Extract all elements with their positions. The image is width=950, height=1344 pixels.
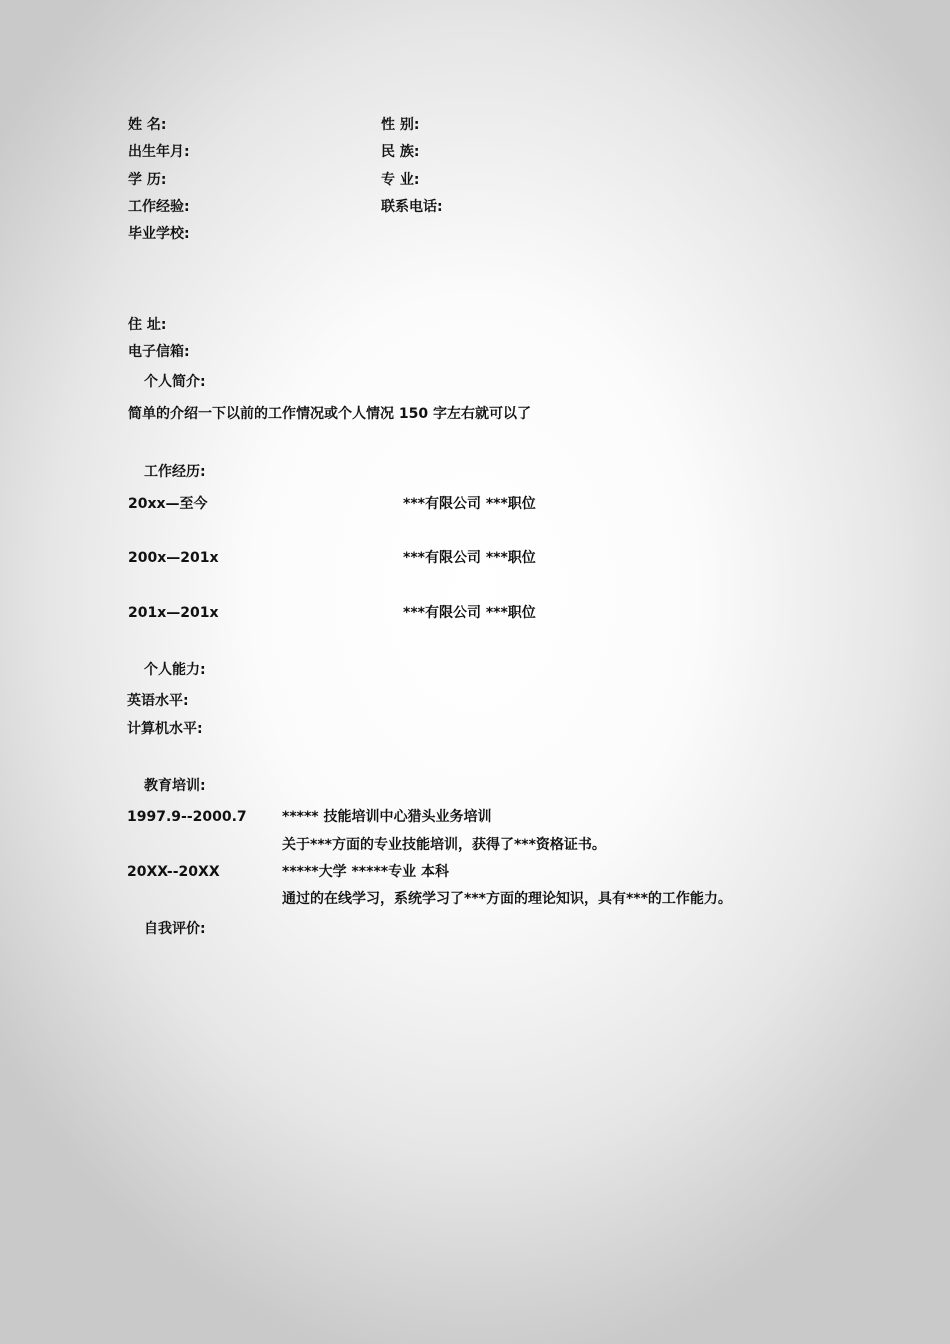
email-label: 电子信箱:: [128, 344, 190, 360]
education-entry-line1: *****大学 *****专业 本科: [282, 864, 449, 880]
work-entry-detail: ***有限公司 ***职位: [403, 605, 536, 621]
work-entry-detail: ***有限公司 ***职位: [403, 496, 536, 512]
name-label: 姓 名:: [128, 117, 167, 133]
school-label: 毕业学校:: [128, 226, 190, 242]
work-heading: 工作经历:: [144, 464, 206, 480]
education-label: 学 历:: [128, 172, 167, 188]
education-entry-line2: 关于***方面的专业技能培训，获得了***资格证书。: [282, 837, 606, 853]
major-label: 专 业:: [381, 172, 420, 188]
ethnicity-label: 民 族:: [381, 144, 420, 160]
gender-label: 性 别:: [381, 117, 420, 133]
self-evaluation-heading: 自我评价:: [144, 921, 206, 937]
intro-text: 简单的介绍一下以前的工作情况或个人情况 150 字左右就可以了: [128, 406, 531, 422]
address-label: 住 址:: [128, 317, 167, 333]
education-entry-line2: 通过的在线学习，系统学习了***方面的理论知识，具有***的工作能力。: [282, 891, 732, 907]
work-entry-period: 20xx—至今: [128, 496, 208, 512]
ability-heading: 个人能力:: [144, 662, 206, 678]
phone-label: 联系电话:: [381, 199, 443, 215]
work-entry-period: 200x—201x: [128, 550, 219, 566]
education-entry-period: 1997.9--2000.7: [127, 809, 247, 825]
computer-level-label: 计算机水平:: [127, 721, 203, 737]
work-entry-period: 201x—201x: [128, 605, 219, 621]
birth-label: 出生年月:: [128, 144, 190, 160]
work-entry-detail: ***有限公司 ***职位: [403, 550, 536, 566]
intro-heading: 个人简介:: [144, 374, 206, 390]
education-entry-period: 20XX--20XX: [127, 864, 220, 880]
english-level-label: 英语水平:: [127, 693, 189, 709]
work-experience-label: 工作经验:: [128, 199, 190, 215]
education-entry-line1: ***** 技能培训中心猎头业务培训: [282, 809, 492, 825]
education-heading: 教育培训:: [144, 778, 206, 794]
